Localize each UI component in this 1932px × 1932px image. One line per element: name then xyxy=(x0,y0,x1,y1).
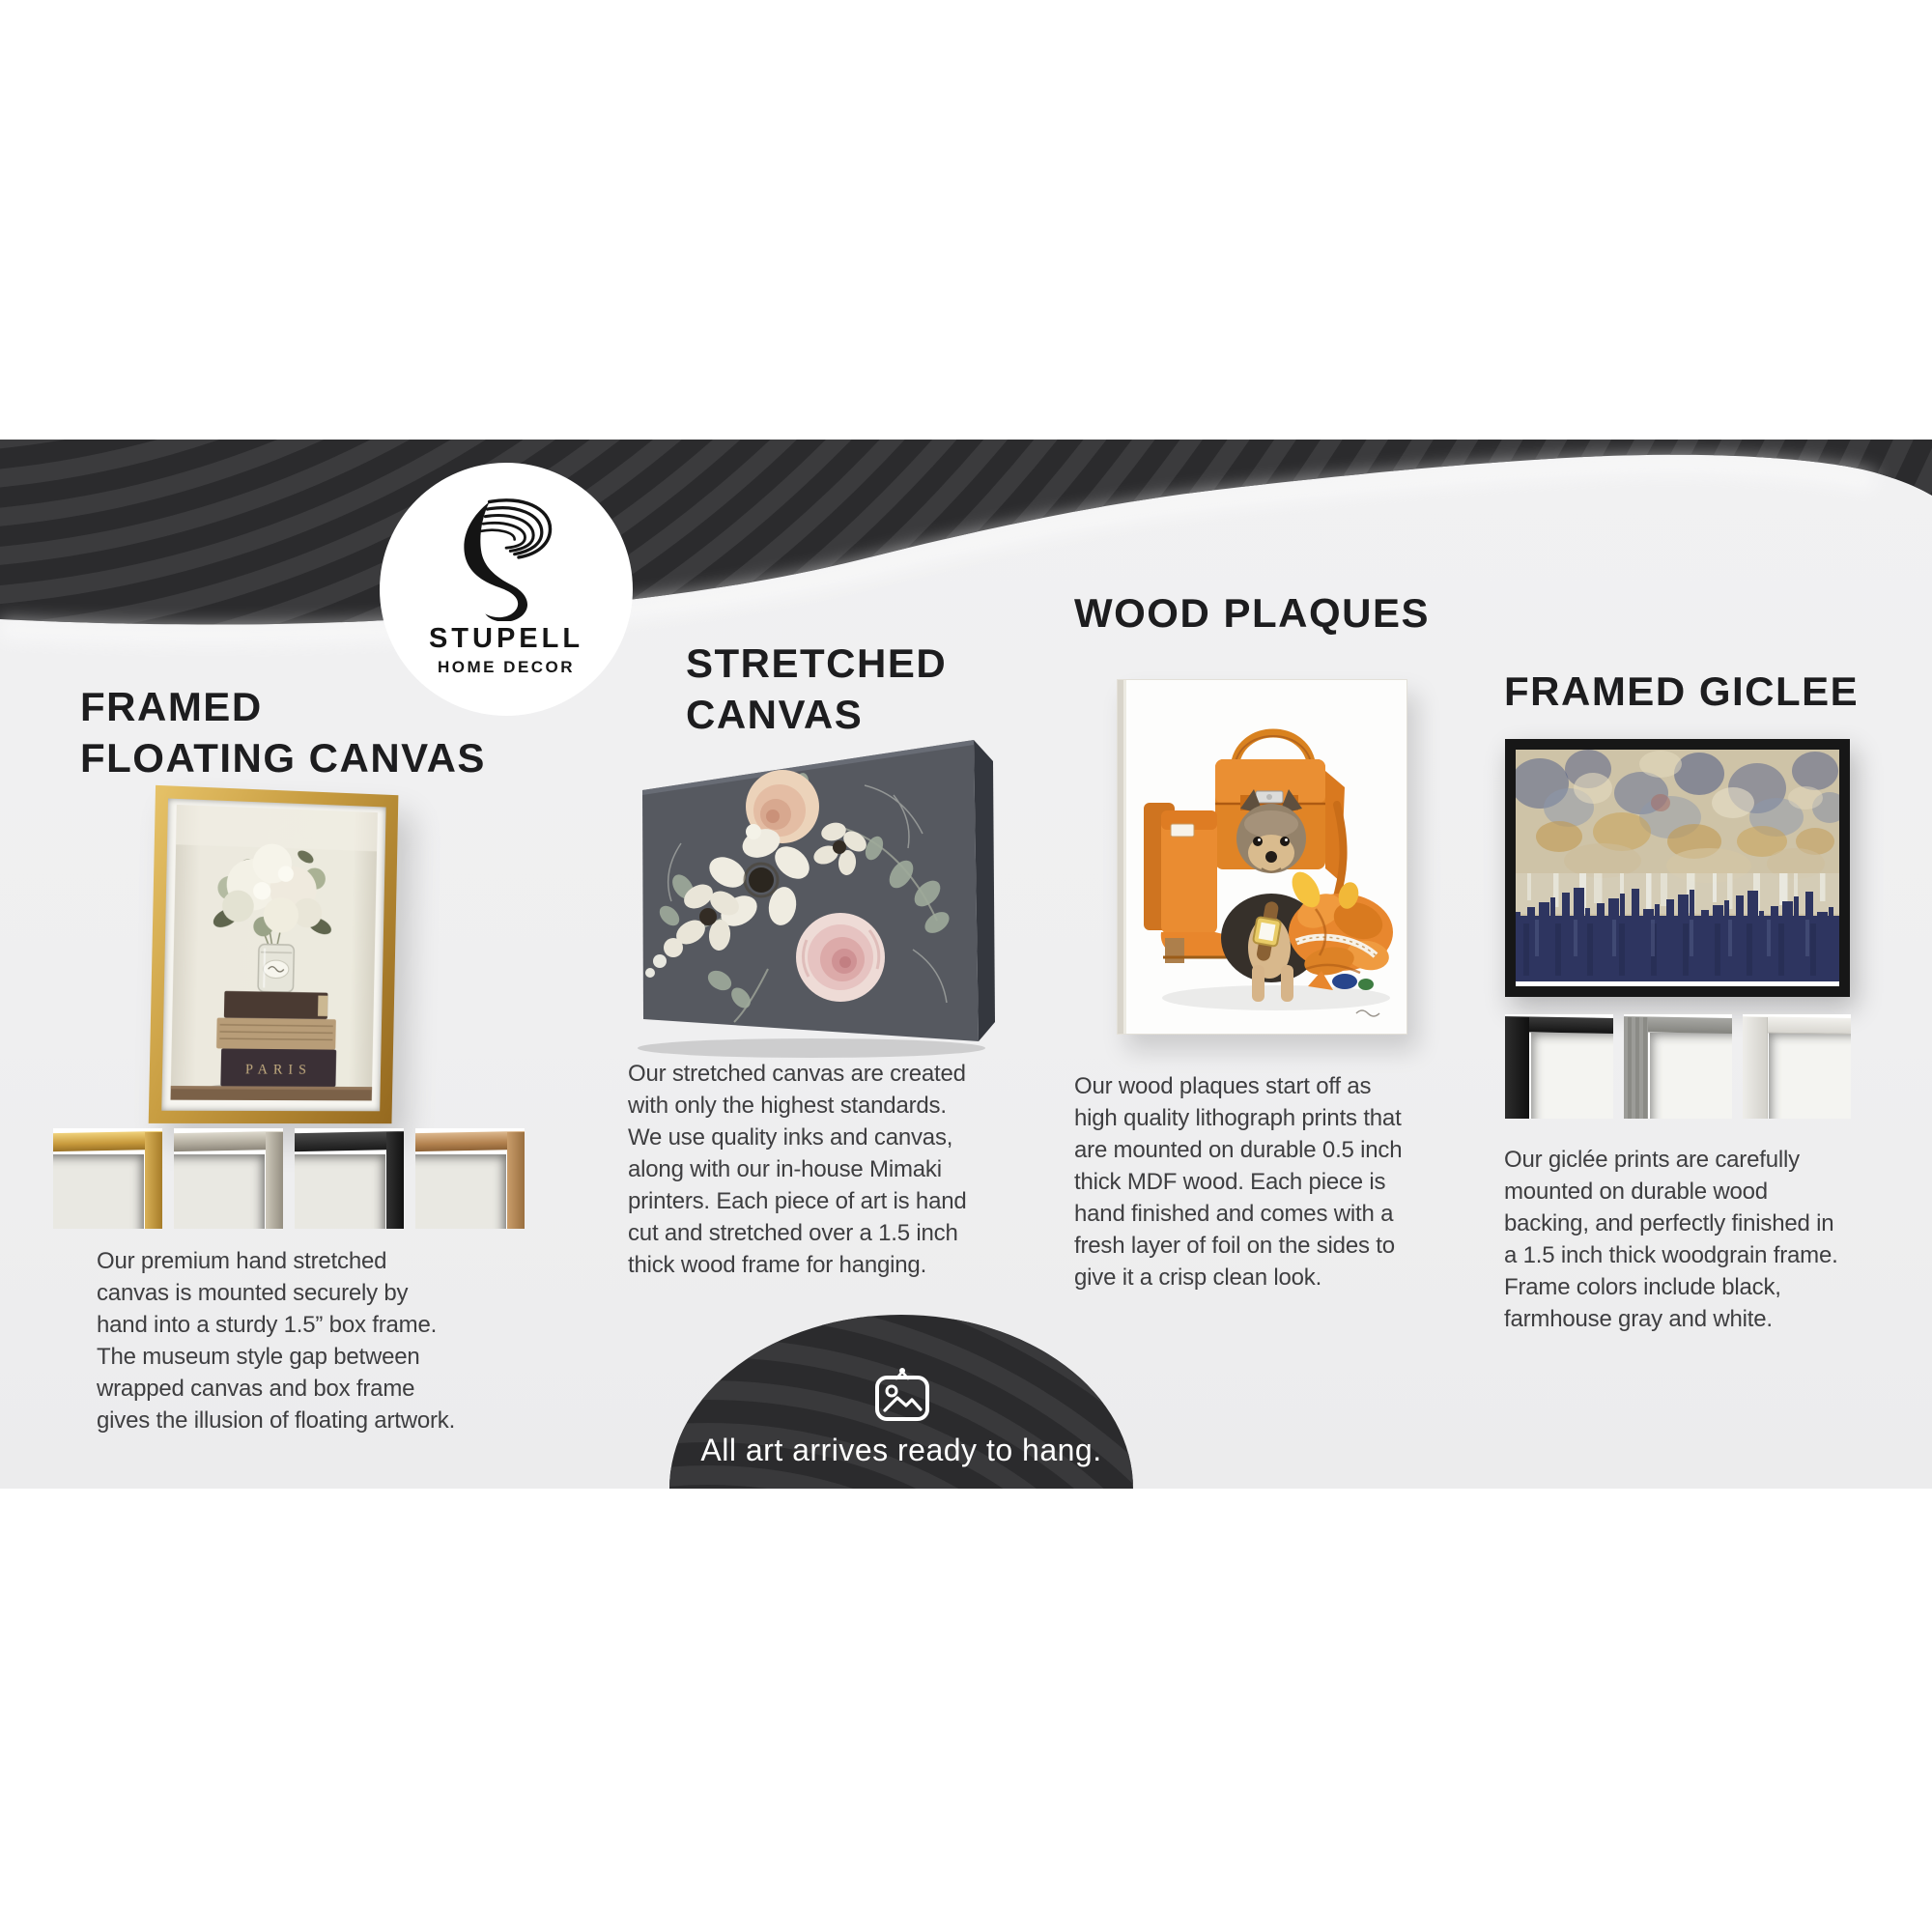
floral-paris-artwork xyxy=(168,805,381,1101)
frame-swatch-gold xyxy=(53,1128,162,1229)
section-title-framed-giclee xyxy=(1504,666,1859,717)
giclee-frame-swatch-row xyxy=(1505,1014,1851,1119)
abstract-giclee-artwork xyxy=(1516,750,1839,981)
giclee-swatch-black xyxy=(1505,1014,1613,1119)
floating-canvas-description: Our premium hand stretched canvas is mounted securely by hand into a sturdy 1.5” box frame. The museum style gap between wrapped canvas and box frame gives the illusion of floating artwork. xyxy=(97,1248,456,1434)
frame-swatch-bronze xyxy=(415,1128,525,1229)
wood-plaque-product-image xyxy=(1117,679,1407,1035)
brand-logo-badge xyxy=(380,463,633,716)
paris-book-title: PARIS xyxy=(244,1062,313,1078)
title-line: WOOD PLAQUES xyxy=(1074,590,1431,636)
footer-message: All art arrives ready to hang. xyxy=(700,1433,1102,1467)
frame-swatch-black xyxy=(295,1128,404,1229)
framed-giclee-product-image xyxy=(1505,739,1850,997)
band-stripe-pattern xyxy=(0,440,1932,700)
brand-tagline: HOME DECOR xyxy=(437,658,576,676)
framed-giclee-description: Our giclée prints are carefully mounted on durable wood backing, and perfectly finished in a 1.5 inch thick woodgrain frame. Frame colors include black, farmhouse gray and white. xyxy=(1504,1147,1838,1332)
stretched-canvas-description: Our stretched canvas are created with only the highest standards. We use quality inks and canvas, along with our in-house Mimaki printers. Each piece of art is hand cut and stretched over a 1.5 inch thick wood frame for hanging. xyxy=(628,1061,967,1278)
giclee-swatch-white xyxy=(1743,1014,1851,1119)
section-title-wood-plaques xyxy=(1074,587,1430,639)
floating-canvas-product-image xyxy=(149,785,399,1123)
title-line: STRETCHED xyxy=(686,640,948,686)
section-title-stretched-canvas xyxy=(686,638,947,740)
hero-panel xyxy=(0,440,1932,1489)
floating-frame-swatch-row xyxy=(53,1128,525,1229)
framed-picture-icon xyxy=(874,1367,930,1423)
title-line: FRAMED GICLEE xyxy=(1504,668,1860,714)
title-line: CANVAS xyxy=(686,692,864,737)
yorkie-fashion-artwork xyxy=(1117,679,1407,1035)
brand-name: STUPELL xyxy=(428,623,584,654)
giclee-swatch-gray xyxy=(1624,1014,1732,1119)
section-title-framed-floating-canvas xyxy=(80,681,486,783)
stretched-canvas-product-image xyxy=(623,727,1000,1061)
title-line: FRAMED xyxy=(80,684,263,729)
header-wave-band xyxy=(0,440,1932,700)
wood-plaques-description: Our wood plaques start off as high quality lithograph prints that are mounted on durable 0.5 inch thick MDF wood. Each piece is hand finished and comes with a fresh layer of foil on the sides to give it a crisp clean look. xyxy=(1074,1073,1403,1291)
frame-swatch-silver xyxy=(174,1128,283,1229)
title-line: FLOATING CANVAS xyxy=(80,735,486,781)
stupell-s-swirl-icon xyxy=(453,496,559,621)
